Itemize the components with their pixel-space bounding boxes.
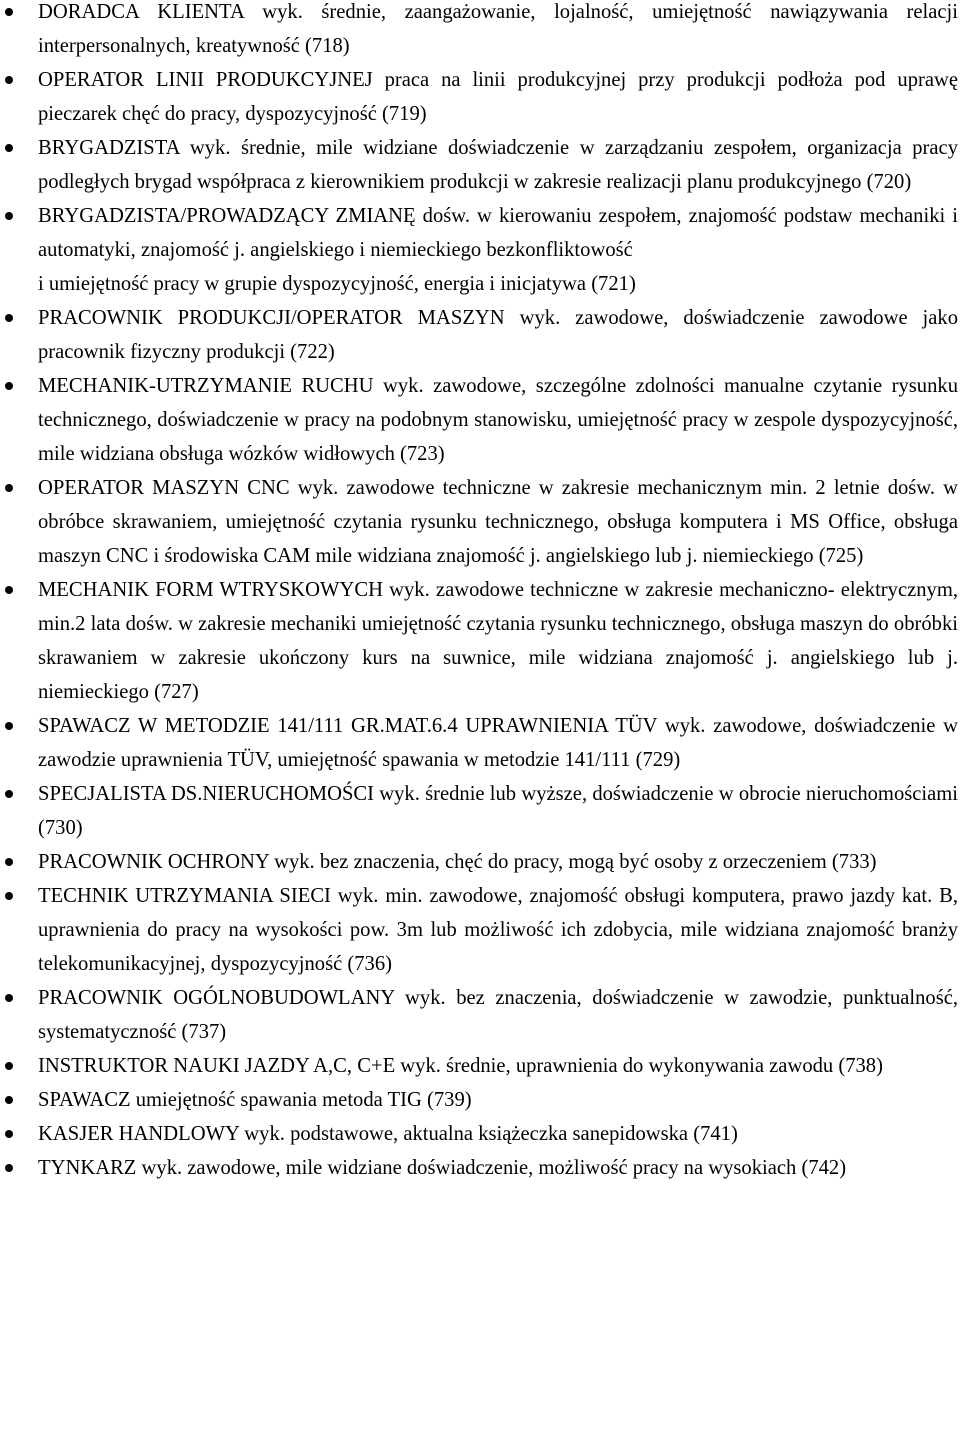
list-item — [0, 0, 960, 63]
job-offer-text: SPAWACZ umiejętność spawania metoda TIG (739) — [38, 1089, 472, 1111]
job-offer-text: KASJER HANDLOWY wyk. podstawowe, aktualna książeczka sanepidowska (741) — [38, 1123, 738, 1145]
job-offer-text: OPERATOR LINII PRODUKCYJNEJ praca na linii produkcyjnej przy produkcji podłoża pod uprawę pieczarek chęć do pracy, dyspozycyjność (719) — [38, 69, 958, 125]
list-item — [0, 573, 960, 709]
list-item — [0, 131, 960, 199]
bullet-icon — [5, 1164, 13, 1172]
job-offer-text: SPECJALISTA DS.NIERUCHOMOŚCI wyk. średnie lub wyższe, doświadczenie w obrocie nieruchomościami (730) — [38, 783, 958, 839]
job-offer-text: MECHANIK FORM WTRYSKOWYCH wyk. zawodowe techniczne w zakresie mechaniczno- elektrycznym, min.2 lata dośw. w zakresie mechaniki umiejętność czytania rysunku technicznego, obsługa maszyn do obróbki skrawaniem w zakresie ukończony kurs na suwnice, mile widziana znajomość j. angielskiego lub j. niemieckiego (727) — [38, 579, 958, 703]
list-item — [0, 199, 960, 301]
list-item — [0, 471, 960, 573]
job-offer-text: DORADCA KLIENTA wyk. średnie, zaangażowanie, lojalność, umiejętność nawiązywania relacji interpersonalnych, kreatywność (718) — [38, 1, 958, 57]
job-offer-text: BRYGADZISTA/PROWADZĄCY ZMIANĘ dośw. w kierowaniu zespołem, znajomość podstaw mechaniki i automatyki, znajomość j. angielskiego i niemieckiego bezkonfliktowość — [38, 205, 958, 261]
bullet-icon — [5, 8, 13, 16]
job-offer-text: SPAWACZ W METODZIE 141/111 GR.MAT.6.4 UPRAWNIENIA TÜV wyk. zawodowe, doświadczenie w zawodzie uprawnienia TÜV, umiejętność spawania w metodzie 141/111 (729) — [38, 715, 958, 771]
bullet-icon — [5, 858, 13, 866]
bullet-icon — [5, 212, 13, 220]
job-offer-text: TYNKARZ wyk. zawodowe, mile widziane doświadczenie, możliwość pracy na wysokiach (742) — [38, 1157, 847, 1179]
list-item — [0, 1049, 960, 1083]
job-offer-text: INSTRUKTOR NAUKI JAZDY A,C, C+E wyk. średnie, uprawnienia do wykonywania zawodu (738) — [38, 1055, 883, 1077]
bullet-icon — [5, 1130, 13, 1138]
bullet-icon — [5, 76, 13, 84]
job-offer-text: PRACOWNIK PRODUKCJI/OPERATOR MASZYN wyk. zawodowe, doświadczenie zawodowe jako pracownik fizyczny produkcji (722) — [38, 307, 958, 363]
list-item — [0, 879, 960, 981]
list-item — [0, 1151, 960, 1185]
bullet-icon — [5, 892, 13, 900]
bullet-icon — [5, 314, 13, 322]
list-item — [0, 709, 960, 777]
list-item — [0, 777, 960, 845]
bullet-icon — [5, 382, 13, 390]
job-offer-text: PRACOWNIK OCHRONY wyk. bez znaczenia, chęć do pracy, mogą być osoby z orzeczeniem (733) — [38, 851, 877, 873]
job-offer-text: OPERATOR MASZYN CNC wyk. zawodowe techniczne w zakresie mechanicznym min. 2 letnie dośw. w obróbce skrawaniem, umiejętność czytania rysunku technicznego, obsługa komputera i MS Office, obsługa maszyn CNC i środowiska CAM mile widziana znajomość j. angielskiego lub j. niemieckiego (725) — [38, 477, 958, 567]
bullet-icon — [5, 994, 13, 1002]
list-item — [0, 845, 960, 879]
bullet-icon — [5, 790, 13, 798]
bullet-icon — [5, 586, 13, 594]
bullet-icon — [5, 1062, 13, 1070]
bullet-icon — [5, 722, 13, 730]
job-offer-text: MECHANIK-UTRZYMANIE RUCHU wyk. zawodowe, szczególne zdolności manualne czytanie rysunku technicznego, doświadczenie w pracy na podobnym stanowisku, umiejętność pracy w zespole dyspozycyjność, mile widziana obsługa wózków widłowych (723) — [38, 375, 958, 465]
job-offer-text: BRYGADZISTA wyk. średnie, mile widziane doświadczenie w zarządzaniu zespołem, organizacja pracy podległych brygad współpraca z kierownikiem produkcji w zakresie realizacji planu produkcyjnego (720) — [38, 137, 958, 193]
bullet-icon — [5, 1096, 13, 1104]
job-offer-text-continued: i umiejętność pracy w grupie dyspozycyjność, energia i inicjatywa (721) — [38, 273, 636, 295]
list-item — [0, 63, 960, 131]
bullet-icon — [5, 144, 13, 152]
list-item — [0, 1117, 960, 1151]
bullet-icon — [5, 484, 13, 492]
list-item — [0, 301, 960, 369]
job-offer-text: PRACOWNIK OGÓLNOBUDOWLANY wyk. bez znaczenia, doświadczenie w zawodzie, punktualność, systematyczność (737) — [38, 987, 958, 1043]
job-offer-text: TECHNIK UTRZYMANIA SIECI wyk. min. zawodowe, znajomość obsługi komputera, prawo jazdy kat. B, uprawnienia do pracy na wysokości pow. 3m lub możliwość ich zdobycia, mile widziana znajomość branży telekomunikacyjnej, dyspozycyjność (736) — [38, 885, 958, 975]
list-item — [0, 1083, 960, 1117]
list-item — [0, 981, 960, 1049]
list-item — [0, 369, 960, 471]
